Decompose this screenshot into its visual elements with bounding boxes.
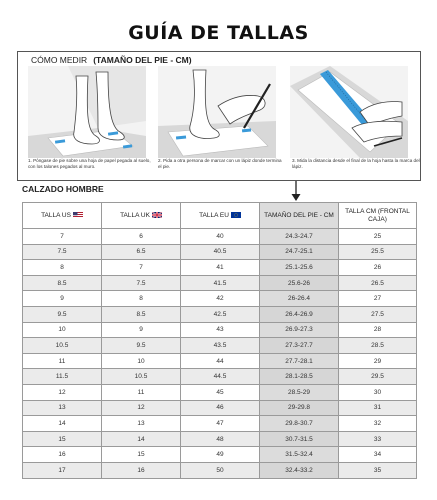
- uk-size-cell: 8.5: [102, 306, 181, 322]
- uk-size-cell: 6: [102, 229, 181, 245]
- foot-length-cell: 29.8-30.7: [260, 416, 339, 432]
- box-size-cell: 25.5: [339, 244, 417, 260]
- foot-length-cell: 26.4-26.9: [260, 306, 339, 322]
- us-size-cell: 14: [23, 416, 102, 432]
- uk-size-cell: 7: [102, 260, 181, 276]
- foot-length-cell: 30.7-31.5: [260, 431, 339, 447]
- step-2-illustration: [158, 66, 276, 158]
- eu-flag-icon: [231, 212, 241, 218]
- foot-length-cell: 24.3-24.7: [260, 229, 339, 245]
- header-box-size-cm: TALLA CM (FRONTAL CAJA): [339, 203, 417, 229]
- us-size-cell: 11.5: [23, 369, 102, 385]
- table-row: [23, 275, 417, 291]
- foot-length-cell: 27.3-27.7: [260, 338, 339, 354]
- step-3-illustration: [290, 66, 408, 158]
- uk-size-cell: 10: [102, 353, 181, 369]
- foot-length-cell: 32.4-33.2: [260, 462, 339, 478]
- eu-size-cell: 50: [181, 462, 260, 478]
- box-size-cell: 29: [339, 353, 417, 369]
- eu-size-cell: 44.5: [181, 369, 260, 385]
- table-header-row: [23, 203, 417, 229]
- eu-size-cell: 43.5: [181, 338, 260, 354]
- table-row: [23, 431, 417, 447]
- box-size-cell: 27: [339, 291, 417, 307]
- us-size-cell: 9.5: [23, 306, 102, 322]
- size-chart-body: [23, 229, 417, 479]
- foot-length-cell: 26.9-27.3: [260, 322, 339, 338]
- us-size-cell: 9: [23, 291, 102, 307]
- table-row: [23, 400, 417, 416]
- us-size-cell: 10.5: [23, 338, 102, 354]
- us-size-cell: 13: [23, 400, 102, 416]
- size-chart-table: [22, 202, 417, 479]
- eu-size-cell: 40.5: [181, 244, 260, 260]
- how-to-measure-sublabel: (TAMAÑO DEL PIE - CM): [93, 55, 192, 65]
- uk-size-cell: 11: [102, 384, 181, 400]
- foot-length-cell: 24.7-25.1: [260, 244, 339, 260]
- foot-length-cell: 28.5-29: [260, 384, 339, 400]
- table-row: [23, 291, 417, 307]
- table-row: [23, 338, 417, 354]
- step-1-text: 1. Póngase de pie sobre una hoja de papel pegada al suelo, con los talones pegados al muro.: [28, 158, 151, 169]
- box-size-cell: 35: [339, 462, 417, 478]
- table-row: [23, 462, 417, 478]
- box-size-cell: 33: [339, 431, 417, 447]
- eu-size-cell: 47: [181, 416, 260, 432]
- eu-size-cell: 48: [181, 431, 260, 447]
- us-size-cell: 12: [23, 384, 102, 400]
- us-flag-icon: [73, 212, 83, 218]
- table-row: [23, 369, 417, 385]
- box-size-cell: 34: [339, 447, 417, 463]
- table-row: [23, 260, 417, 276]
- page-title: GUÍA DE TALLAS: [128, 22, 309, 44]
- table-row: [23, 229, 417, 245]
- uk-size-cell: 14: [102, 431, 181, 447]
- foot-length-cell: 28.1-28.5: [260, 369, 339, 385]
- box-size-cell: 27.5: [339, 306, 417, 322]
- header-eu-size: TALLA EU: [181, 203, 260, 229]
- box-size-cell: 25: [339, 229, 417, 245]
- box-size-cell: 29.5: [339, 369, 417, 385]
- eu-size-cell: 42: [181, 291, 260, 307]
- foot-length-cell: 25.1-25.6: [260, 260, 339, 276]
- eu-size-cell: 42.5: [181, 306, 260, 322]
- table-row: [23, 244, 417, 260]
- eu-size-cell: 49: [181, 447, 260, 463]
- box-size-cell: 28: [339, 322, 417, 338]
- table-row: [23, 353, 417, 369]
- how-to-measure-heading: [31, 55, 192, 65]
- foot-length-cell: 26-26.4: [260, 291, 339, 307]
- foot-length-cell: 27.7-28.1: [260, 353, 339, 369]
- eu-size-cell: 41: [181, 260, 260, 276]
- header-foot-length-cm: TAMAÑO DEL PIE - CM: [260, 203, 339, 229]
- us-size-cell: 15: [23, 431, 102, 447]
- step-3-text: 3. Mida la distancia desde el final de la hoja hasta la marca del lápiz.: [292, 158, 420, 169]
- uk-size-cell: 7.5: [102, 275, 181, 291]
- uk-flag-icon: [152, 212, 162, 218]
- foot-length-cell: 25.6-26: [260, 275, 339, 291]
- how-to-measure-label: CÓMO MEDIR: [31, 55, 88, 65]
- uk-size-cell: 9.5: [102, 338, 181, 354]
- us-size-cell: 11: [23, 353, 102, 369]
- us-size-cell: 10: [23, 322, 102, 338]
- eu-size-cell: 45: [181, 384, 260, 400]
- us-size-cell: 7: [23, 229, 102, 245]
- how-to-measure-panel: [17, 51, 421, 181]
- us-size-cell: 8: [23, 260, 102, 276]
- section-title: CALZADO HOMBRE: [22, 184, 104, 194]
- us-size-cell: 16: [23, 447, 102, 463]
- box-size-cell: 30: [339, 384, 417, 400]
- uk-size-cell: 12: [102, 400, 181, 416]
- us-size-cell: 7.5: [23, 244, 102, 260]
- uk-size-cell: 15: [102, 447, 181, 463]
- box-size-cell: 26.5: [339, 275, 417, 291]
- table-row: [23, 416, 417, 432]
- eu-size-cell: 44: [181, 353, 260, 369]
- box-size-cell: 31: [339, 400, 417, 416]
- table-row: [23, 306, 417, 322]
- step-1-illustration: [28, 66, 146, 158]
- us-size-cell: 17: [23, 462, 102, 478]
- header-us-size: TALLA US: [23, 203, 102, 229]
- eu-size-cell: 46: [181, 400, 260, 416]
- box-size-cell: 26: [339, 260, 417, 276]
- foot-length-cell: 31.5-32.4: [260, 447, 339, 463]
- uk-size-cell: 13: [102, 416, 181, 432]
- eu-size-cell: 43: [181, 322, 260, 338]
- table-row: [23, 447, 417, 463]
- eu-size-cell: 41.5: [181, 275, 260, 291]
- arrow-down-icon: [289, 180, 303, 202]
- eu-size-cell: 40: [181, 229, 260, 245]
- uk-size-cell: 16: [102, 462, 181, 478]
- box-size-cell: 28.5: [339, 338, 417, 354]
- foot-length-cell: 29-29.8: [260, 400, 339, 416]
- step-2-text: 2. Pida a otra persona de marcar con un lápiz donde termina el pie.: [158, 158, 282, 169]
- uk-size-cell: 6.5: [102, 244, 181, 260]
- table-row: [23, 322, 417, 338]
- us-size-cell: 8.5: [23, 275, 102, 291]
- uk-size-cell: 9: [102, 322, 181, 338]
- uk-size-cell: 8: [102, 291, 181, 307]
- table-row: [23, 384, 417, 400]
- header-uk-size: TALLA UK: [102, 203, 181, 229]
- uk-size-cell: 10.5: [102, 369, 181, 385]
- box-size-cell: 32: [339, 416, 417, 432]
